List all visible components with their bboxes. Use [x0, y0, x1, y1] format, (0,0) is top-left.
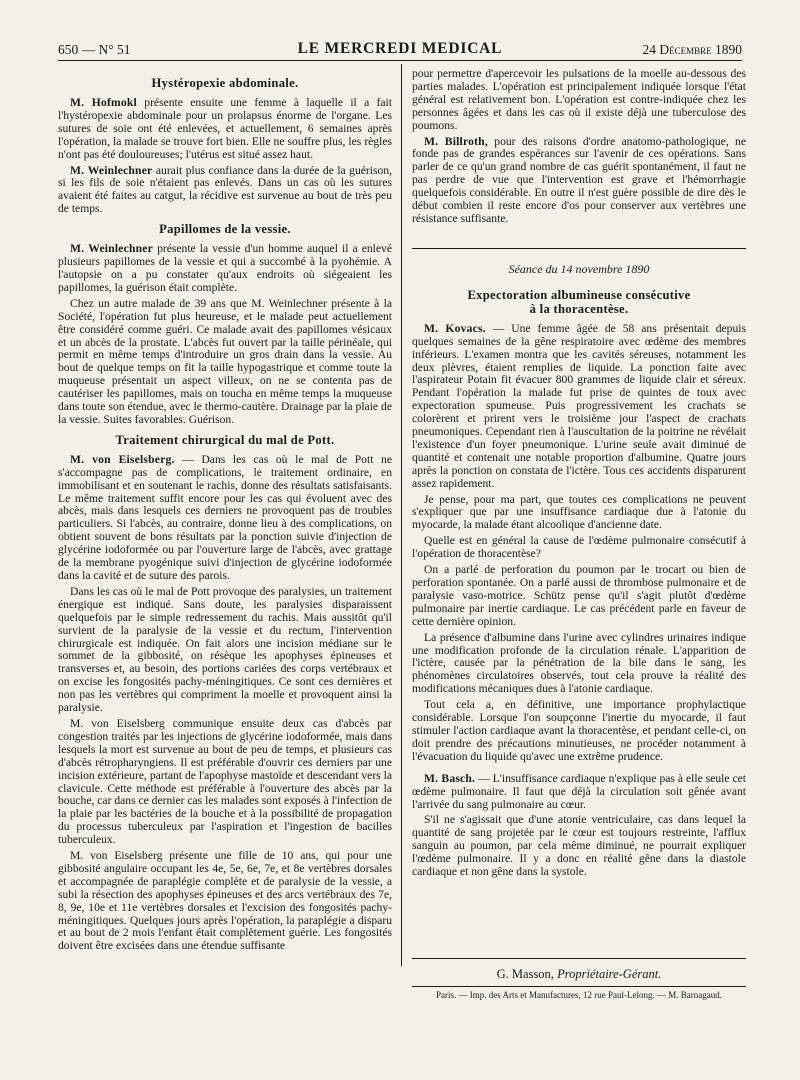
column-rule — [401, 64, 402, 966]
section-rule — [412, 248, 746, 249]
left-column — [58, 70, 392, 956]
issue-date: 24 Décembre 1890 — [642, 42, 742, 57]
paragraph: Chez un autre malade de 39 ans que M. Weinlechner présente à la Société, l'opération fut plus heureuse, et le malade peut actuellement être considéré comme guéri. Ce malade avait des papillomes vésicaux et un abcès de la prostate. L'abcès fut ouvert par la taille périnéale, qui permit en même temps d'introduire un gros drain dans la vessie. Au bout de quelque temps on fit la taille hypogastrique et comme toute la muqueuse présentait un aspect villeux, on ne se contenta pas de cautériser les papillomes, mais on toucha en même temps la muqueuse dans toute son étendue, avec le thermo-cautère. Drainage par la plaie de la vessie. Suites favorables. Guérison. — [58, 296, 392, 426]
paragraph: M. Weinlechner aurait plus confiance dans la durée de la guérison, si les fils de soie n'étaient pas enlevés. Dans un cas où les sutures avaient été faites au catgut, la récidive est survenue au bout de très peu de temps. — [58, 163, 392, 216]
speaker-name: M. Billroth, — [424, 134, 488, 148]
paragraph: M. von Eiselsberg. — Dans les cas où le mal de Pott ne s'accompagne pas de complications, le traitement ordinaire, en immobilisant et en soutenant le rachis, donne des résultats satisfaisants. Le même traitement suffit encore pour les cas qui évoluent avec des abcès, mais dans lesquels ces derniers ne provoquent pas de troubles particuliers. Si l'abcès, au contraire, donne lieu à des complications, on obtient souvent de bons résultats par la ponction suivie d'injection de glycérine iodoformée ou par l'ouverture large de l'abcès, avec grattage de la membrane pyogénique suivi d'injection de glycérine iodoformée dans la cavité et de suture des parois. — [58, 452, 393, 582]
header-rule — [58, 60, 742, 61]
paragraph: pour permettre d'apercevoir les pulsations de la moelle au-dessous des parties malades. L'opération est principalement indiquée lorsque l'état général est relativement bon. L'opération est contre-indiquée chez les personnes âgées et dans les cas où il existe déjà une tuberculose des poumons. — [412, 67, 746, 132]
paragraph: Dans les cas où le mal de Pott provoque des paralysies, un traitement énergique est indiqué. Sans doute, les paralysies disparaissent quelquefois par le simple redressement du rachis. Mais aussitôt qu'il survient de la paralysie de la vessie et du rectum, l'intervention chirurgicale est indiquée. On fait alors une incision médiane sur le sommet de la gibbosité, on résèque les apophyses épineuses et transverses et, au besoin, des portions cariées des corps vertébraux et on excise les fongosités pachy-méningitiques. Ce sont ces dernières et non pas les vertèbres qui compriment la moelle et provoquent ainsi la paralysie. — [58, 584, 392, 715]
printer-imprint: Paris. — Imp. des Arts et Manufactures, 12 rue Paul-Lelong. — M. Barnagaud. — [436, 990, 722, 1000]
paragraph: S'il ne s'agissait que d'une atonie ventriculaire, cas dans lequel la quantité de sang projetée par le cœur est toujours restreinte, l'afflux sanguin au poumon, par cela même diminué, ne pourrait expliquer l'œdème pulmonaire. Il y a donc en réalité gêne dans la diastole cardiaque et non gêne dans la systole. — [412, 813, 746, 879]
speaker-name: M. Weinlechner — [70, 242, 153, 256]
paragraph: M. Basch. — L'insuffisance cardiaque n'explique pas à elle seule cet œdème pulmonaire. Il faut que déjà la circulation soit gênée avant l'arrivée du sang pulmonaire au cœur. — [412, 771, 747, 811]
publisher-title: Propriétaire-Gérant. — [557, 967, 662, 981]
paragraph: M. Hofmokl présente ensuite une femme à laquelle il a fait l'hystéropexie abdominale pour un prolapsus énorme de l'organe. Les sutures de soie ont été enlevées, et actuellement, 6 semaines après l'opération, la malade se trouve fort bien. Elle ne souffre plus, les règles n'ont pas été douloureuses; l'utérus est situé assez haut. — [58, 96, 392, 161]
footer-rule — [412, 958, 746, 959]
right-column — [412, 68, 746, 882]
paragraph: La présence d'albumine dans l'urine avec cylindres urinaires indique une modification profonde de la circulation rénale. L'apparition de l'ictère, causée par la pénétration de la bile dans le sang, les phénomènes circulatoires observés, tout cela prouve la réalité des modifications mécaniques dues à l'atonie cardiaque. — [412, 630, 746, 696]
section-heading: Expectoration albumineuse consécutive à la thoracentèse. — [467, 287, 691, 316]
footer-rule-2 — [412, 986, 746, 987]
paragraph: M. Kovacs. — Une femme âgée de 58 ans présentait depuis quelques semaines de la gêne respiratoire avec œdème des membres inférieurs. L'examen montra que les cavités séreuses, notamment les deux plèvres, étaient remplies de liquide. La ponction faite avec l'aspirateur Potain fit évacuer 800 grammes de liquide clair et séreux. Pendant l'opération la malade fut prise de quintes de toux avec expectoration spumeuse. Puis progressivement les crachats se colorèrent et prirent vers le troisième jour l'aspect de crachats pneumoniques. Cependant rien à l'auscultation de la poitrine ne révélait l'existence d'un foyer pneumonique. L'urine seule avait diminué de quantité et contenait une notable proportion d'albumine. Quatre jours après la ponction on constata de l'ictère. Tous ces accidents disparurent assez rapidement. — [412, 321, 746, 490]
section-heading: Traitement chirurgical du mal de Pott. — [115, 432, 335, 447]
section-heading: Hystéropexie abdominale. — [151, 76, 299, 90]
paragraph: On a parlé de perforation du poumon par le trocart ou bien de perforation spontanée. On a parlé aussi de thrombose pulmonaire et de paralysie vaso-motrice. Schütz pense qu'il s'agit plutôt d'œdème pulmonaire par inertie cardiaque. Le cas précédent parle en faveur de cette dernière opinion. — [412, 563, 746, 628]
speaker-name: M. Weinlechner — [70, 163, 153, 177]
publisher-name: G. Masson, — [496, 967, 554, 981]
paragraph: M. Weinlechner présente la vessie d'un homme auquel il a enlevé plusieurs papillomes de la vessie et qui a succombé à la pyohémie. A l'autopsie on a pu constater qu'aux endroits où siégeaient les papillomes, la guérison était complète. — [58, 242, 392, 294]
session-date: Séance du 14 novembre 1890 — [508, 261, 650, 276]
publisher-line — [412, 967, 746, 982]
page-number: 650 — N° 51 — [58, 42, 131, 57]
running-head — [58, 38, 742, 60]
paragraph: Quelle est en général la cause de l'œdème pulmonaire consécutif à l'opération de thoracentèse? — [412, 534, 746, 561]
paragraph: M. Billroth, pour des raisons d'ordre anatomo-pathologique, ne fonde pas de grandes espérances sur l'avenir de ces opérations. Sans parler de ce qu'un grand nombre de cas guérit spontanément, il faut ne pas perdre de vue que l'intervention est grave et l'hémorrhagie quelquefois considérable. En outre il n'est guère possible de dire dès le début combien il reste encore d'os pour conserver aux vertèbres une résistance suffisante. — [412, 134, 746, 225]
speaker-name: M. Basch. — [424, 771, 476, 785]
speaker-name: M. von Eiselsberg. — [70, 452, 175, 466]
paragraph: Je pense, pour ma part, que toutes ces complications ne peuvent s'expliquer que par une insuffisance cardiaque due à l'atonie du myocarde, la malade étant alcoolique d'ancienne date. — [412, 492, 746, 532]
speaker-name: M. Hofmokl — [70, 96, 137, 109]
paragraph: Tout cela a, en définitive, une importance prophylactique considérable. Lorsque l'on soupçonne l'inertie du myocarde, il faut stimuler l'action cardiaque avant la thoracentèse, et pendant celle-ci, on doit prendre des précautions minutieuses, ne procéder notamment à l'évacuation du liquide qu'avec une extrême prudence. — [412, 698, 746, 763]
journal-title: LE MERCREDI MEDICAL — [297, 40, 503, 57]
section-heading: Papillomes de la vessie. — [159, 222, 291, 237]
paragraph: M. von Eiselsberg communique ensuite deux cas d'abcès par congestion traités par les injections de glycérine iodoformée, mais dans lesquels la mort est survenue au bout de peu de temps, et plusieurs cas d'abcès rétropharyngiens. Il est préférable d'ouvrir ces derniers par une incision extérieure, partant de l'apophyse mastoïde et descendant vers la clavicule. Cette méthode est préférable à l'ouverture des abcès par la bouche, car dans ce dernier cas les malades sont exposés à l'infection de la plaie par les bactéries de la bouche et à la possibilité de propagation du processus tuberculeux par l'aspiration et l'ingestion de bacilles tuberculeux. — [58, 716, 392, 847]
speaker-name: M. Kovacs. — [424, 321, 486, 335]
paragraph: M. von Eiselsberg présente une fille de 10 ans, qui pour une gibbosité angulaire occupant les 4e, 5e, 6e, 7e, et 8e vertèbres dorsales et accompagnée de paraplégie complète et de paralysie de la vessie, a subi la résection des apophyses épineuses et des arcs vertébraux des 7e, 8, 9e, 10e et 11e vertèbres dorsales et l'excision des fongosités pachy-méningitiques. Quelques jours après l'opération, la paraplégie a disparu et au bout de 2 mois l'enfant était complètement guérie. Les fongosités doivent être excisées dans une étendue suffisante — [58, 849, 392, 953]
